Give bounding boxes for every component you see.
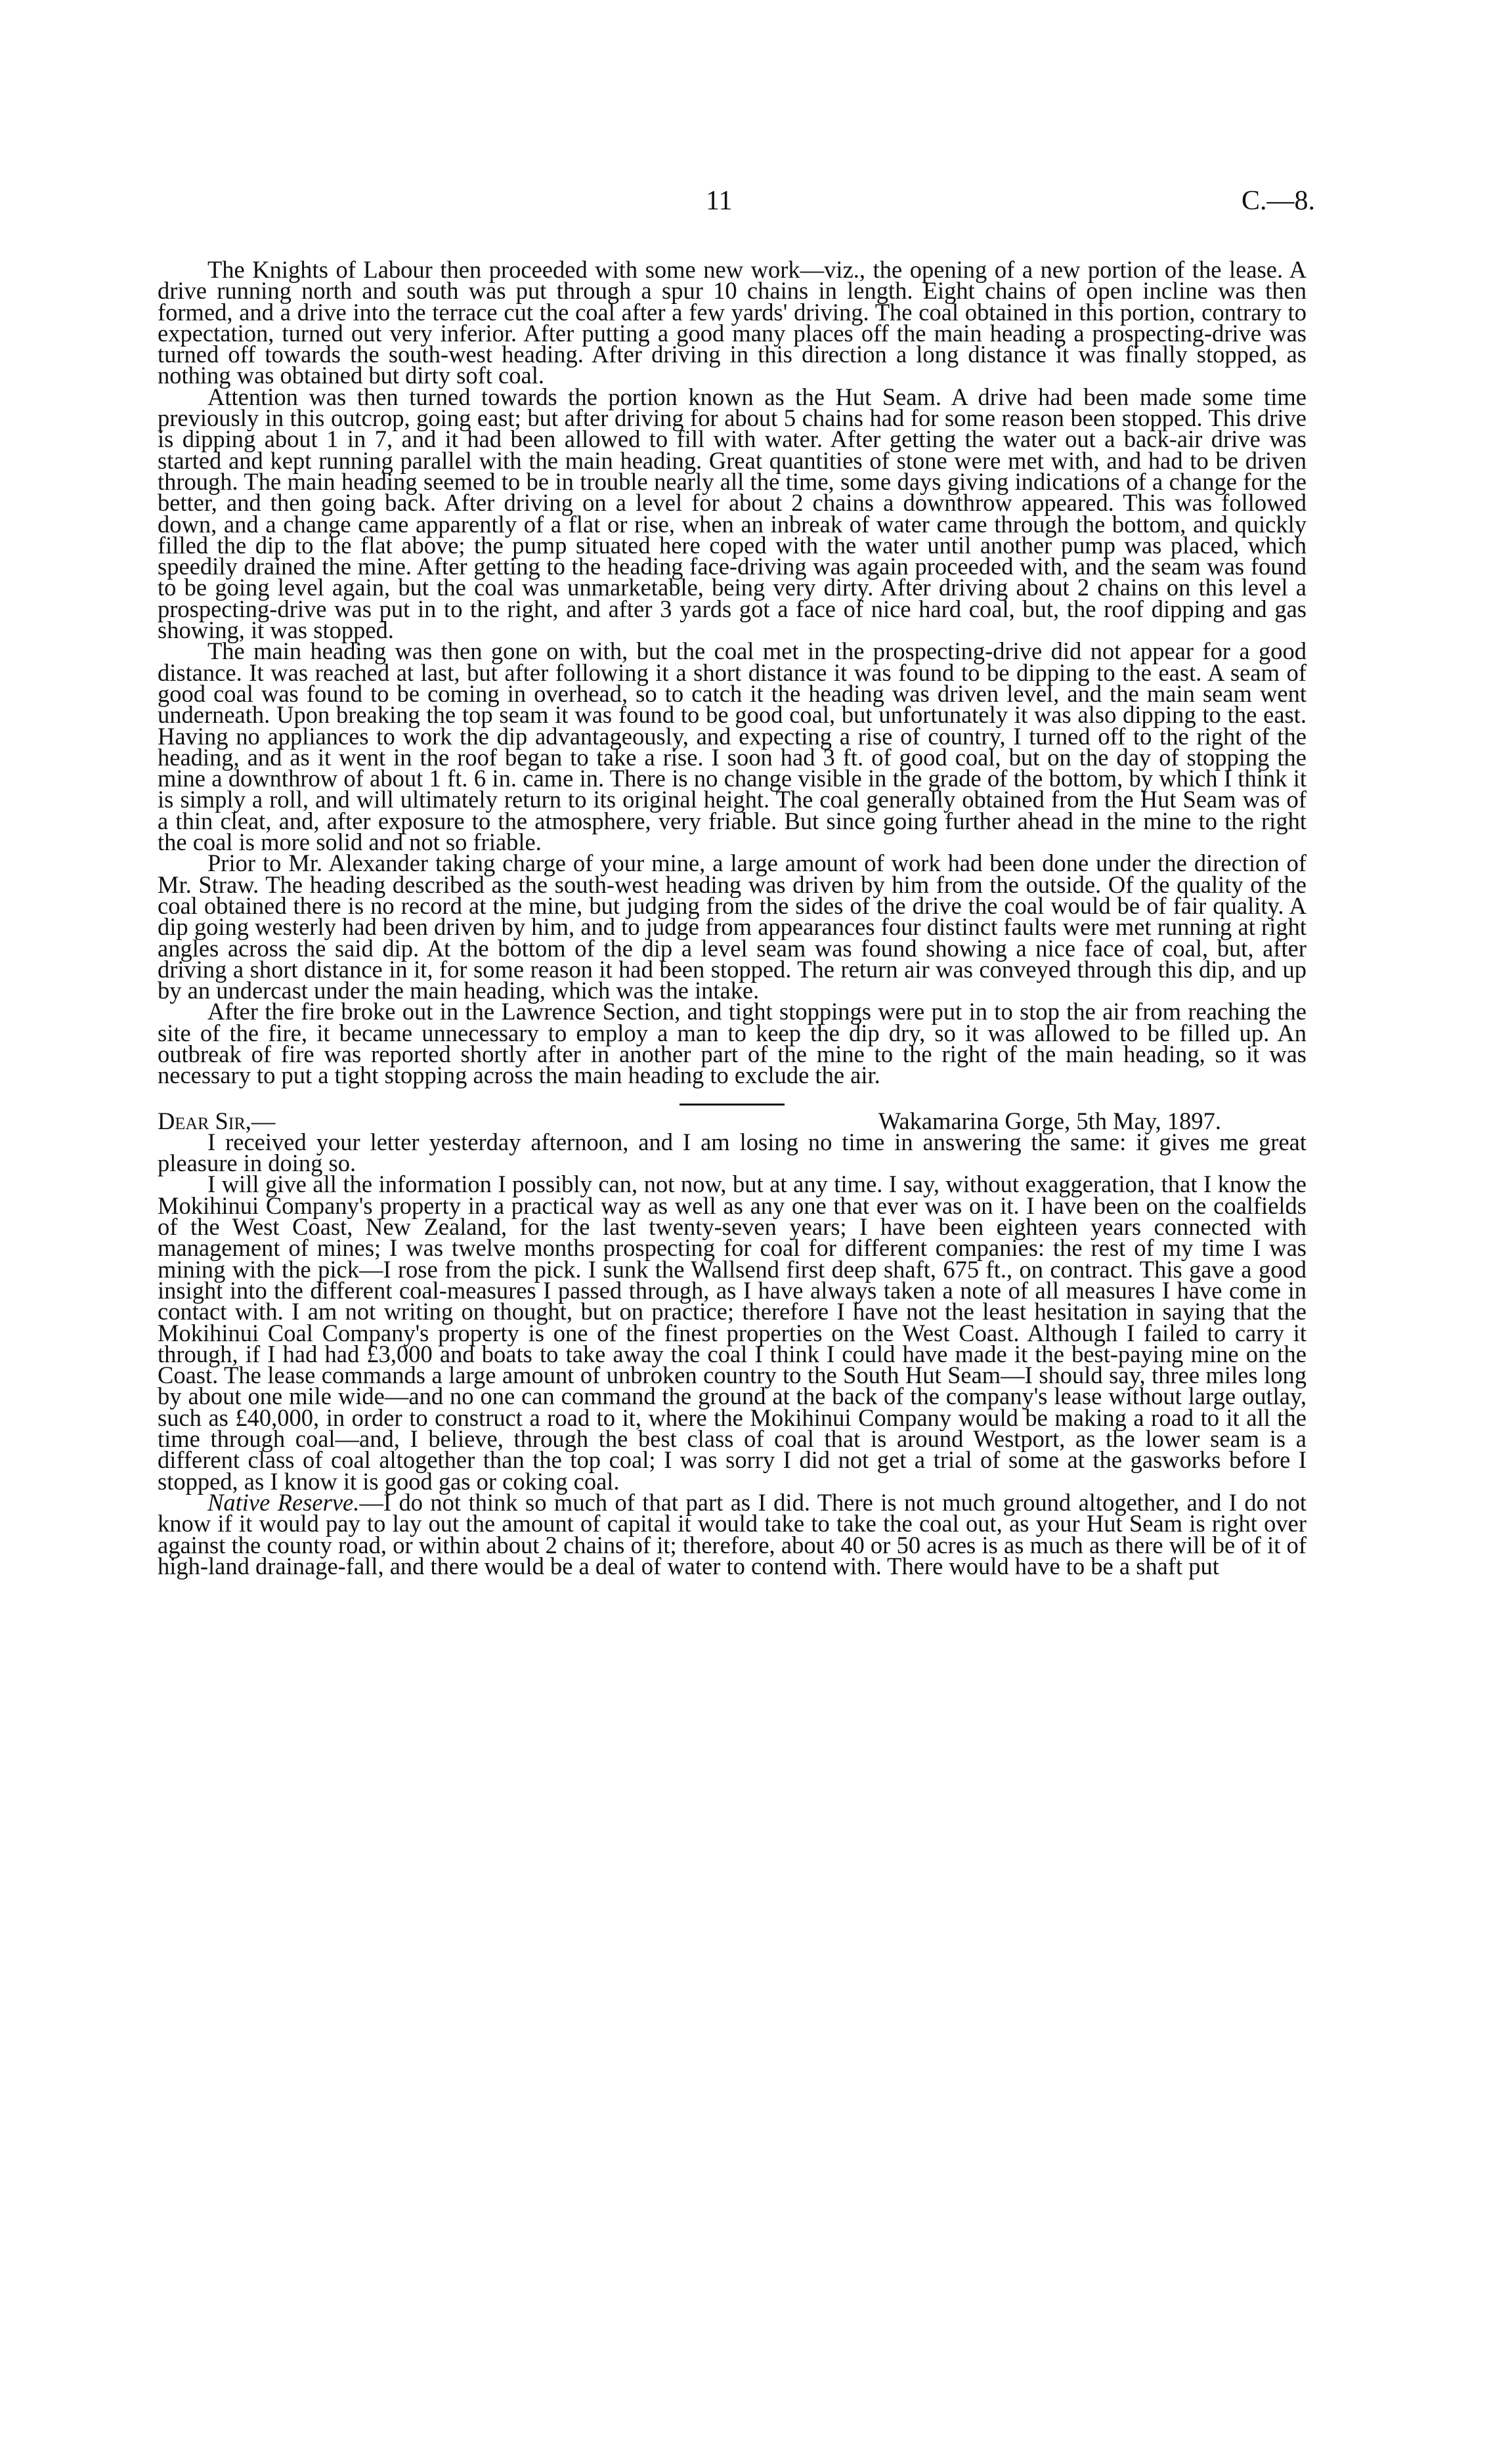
letter-paragraph: I will give all the information I possibly can, not now, but at any time. I say, without exaggeration, that I know the Mokihinui Company's property in a practical way as well as any one that ever was on it. I have been on the coalfields of the West Coast, New Zealand, for the last twenty-seven years; I have been eighteen years connected with management of mines; I was twelve months prospecting for coal for different companies: the rest of my time I was mining with the pick—I rose from the pick. I sunk the Wallsend first deep shaft, 675 ft., on contract. This gave a good insight into the different coal-measures I passed through, as I have always taken a note of all measures I have come in contact with. I am not writing on thought, but on practice; therefore I have not the least hesitation in saying that the Mokihinui Coal Company's property is one of the finest properties on the West Coast. Although I failed to carry it through, if I had had £3,000 and boats to take away the coal I think I could have made it the best-paying mine on the Coast. The lease commands a large amount of unbroken country to the South Hut Seam—I should say, three miles long by about one mile wide—and no one can command the ground at the back of the company's lease without large outlay, such as £40,000, in order to construct a road to it, where the Mokihinui Company would be making a road to it all the time through coal—and, I believe, through the best class of coal that is around Westport, as the lower seam is a different class of coal altogether than the top coal; I was sorry I did not get a trial of some at the gasworks before I stopped, as I know it is good gas or coking coal. — [158, 1171, 1307, 1495]
page-number: 11 — [706, 186, 733, 216]
report-paragraph: Prior to Mr. Alexander taking charge of your mine, a large amount of work had been done under the direction of Mr. Straw. The heading described as the south-west heading was driven by him from the outside. Of the quality of the coal obtained there is no record at the mine, but judging from the sides of the drive the coal would be of fair quality. A dip going westerly had been driven by him, and to judge from appearances four distinct faults were met running at right angles across the said dip. At the bottom of the dip a level seam was found showing a nice face of coal, but, after driving a short distance in it, for some reason it had been stopped. The return air was conveyed through this dip, and up by an undercast under the main heading, which was the intake. — [158, 849, 1307, 1004]
letter-paragraph: I received your letter yesterday afternoon, and I am losing no time in answering the same: it gives me great pleasure in doing so. — [158, 1128, 1307, 1177]
letter-salutation: Dear Sir,— — [158, 1107, 276, 1134]
report-paragraph: The Knights of Labour then proceeded with some new work—viz., the opening of a new portion of the lease. A drive running north and south was put through a spur 10 chains in length. Eight chains of open incline was then formed, and a drive into the terrace cut the coal after a few yards' driving. The coal obtained in this portion, contrary to expectation, turned out very inferior. After putting a good many places off the main heading a prospecting-drive was turned off towards the south-west heading. After driving in this direction a long distance it was finally stopped, as nothing was obtained but dirty soft coal. — [158, 256, 1307, 389]
native-reserve-text: —I do not think so much of that part as I did. There is not much ground altogether, and I do not know if it would pay to lay out the amount of capital it would take to take the coal out, as your Hut Seam is right over against the county road, or within about 2 chains of it; therefore, about 40 or 50 acres is as much as there will be of it of high-land drainage-fall, and there would be a deal of water to contend with. There would have to be a shaft put — [158, 1488, 1307, 1580]
report-paragraph: Attention was then turned towards the portion known as the Hut Seam. A drive had been made some time previously in this outcrop, going east; but after driving for about 5 chains had for some reason been stopped. This drive is dipping about 1 in 7, and it had been allowed to fill with water. After getting the water out a back-air drive was started and kept running parallel with the main heading. Great quantities of stone were met with, and had to be driven through. The main heading seemed to be in trouble nearly all the time, some days giving indications of a change for the better, and then going back. After driving on a level for about 2 chains a downthrow appeared. This was followed down, and a change came apparently of a flat or rise, when an inbreak of water came through the bottom, and quickly filled the dip to the flat above; the pump situated here coped with the water until another pump was placed, which speedily drained the mine. After getting to the heading face-driving was again proceeded with, and the seam was found to be going level again, but the coal was unmarketable, being very dirty. After driving about 2 chains on this level a prospecting-drive was put in to the right, and after 3 yards got a face of nice hard coal, but, the roof dipping and gas showing, it was stopped. — [158, 383, 1307, 644]
document-reference: C.—8. — [1241, 186, 1315, 216]
native-reserve-heading: Native Reserve. — [207, 1488, 360, 1516]
letter-place-date: Wakamarina Gorge, 5th May, 1897. — [878, 1107, 1221, 1134]
report-section — [158, 256, 1307, 1089]
report-paragraph: After the fire broke out in the Lawrence Section, and tight stoppings were put in to stop the air from reaching the site of the fire, it became unnecessary to employ a man to keep the dip dry, so it was allowed to be filled up. An outbreak of fire was reported shortly after in another part of the mine to the right of the main heading, so it was necessary to put a tight stopping across the main heading to exclude the air. — [158, 998, 1307, 1089]
report-paragraph: The main heading was then gone on with, but the coal met in the prospecting-drive did not appear for a good distance. It was reached at last, but after following it a short distance it was found to be dipping to the east. A seam of good coal was found to be coming in overhead, so to catch it the heading was driven level, and the main seam went underneath. Upon breaking the top seam it was found to be good coal, but unfortunately it was also dipping to the east. Having no appliances to work the dip advantageously, and expecting a rise of country, I turned off to the right of the heading, and as it went in the roof began to take a rise. I soon had 3 ft. of good coal, but on the day of stopping the mine a downthrow of about 1 ft. 6 in. came in. There is no change visible in the grade of the bottom, by which I think it is simply a roll, and will ultimately return to its original height. The coal generally obtained from the Hut Seam was of a thin cleat, and, after exposure to the atmosphere, very friable. But since going further ahead in the mine to the right the coal is more solid and not so friable. — [158, 637, 1307, 856]
page-header — [0, 185, 1512, 218]
section-divider — [680, 1104, 785, 1106]
letter-paragraph — [158, 1488, 1307, 1580]
letter-section — [158, 1107, 1307, 1580]
page-body — [158, 256, 1307, 1580]
